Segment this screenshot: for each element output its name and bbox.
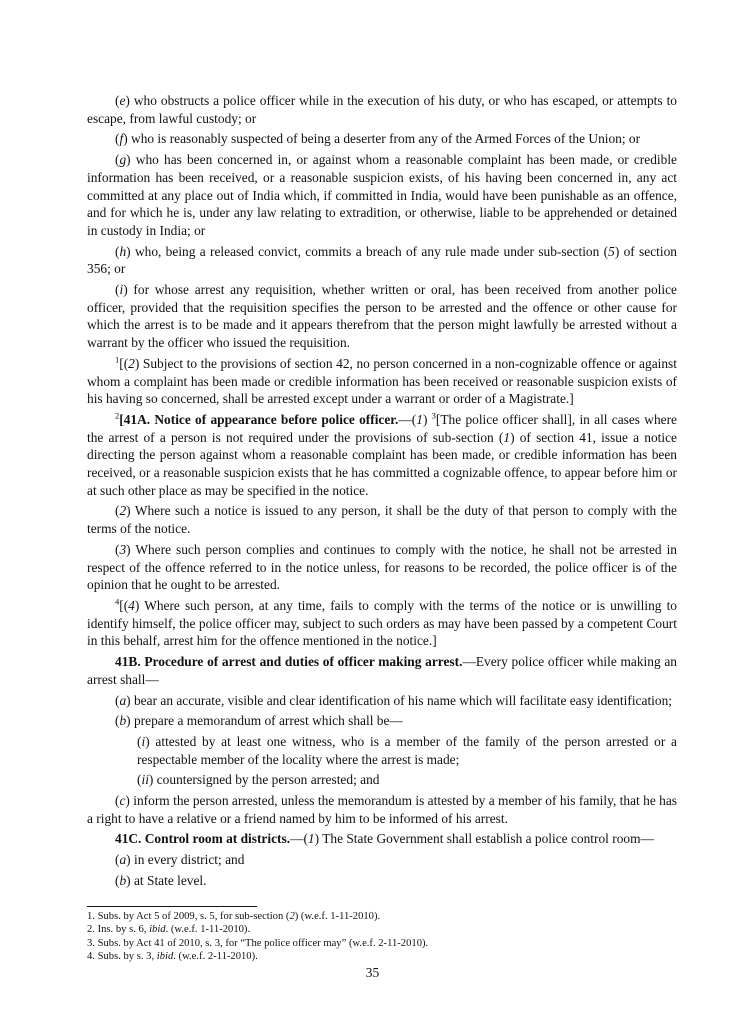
footnote-ref: 1 (115, 354, 120, 365)
clause-e: (e) who obstructs a police officer while in the execution of his duty, or who has escaped, or attempts to escape, from lawful custody; or (87, 93, 677, 126)
clause-i: (i) for whose arrest any requisition, whether written or oral, has been received from another police officer, provided that the requisition specifies the person to be arrested and the offence or other cause for which the arrest is to be made and it appears therefrom that the person might lawfully be arrested without a warrant by the officer who issued the requisition. (87, 282, 677, 351)
document-body (87, 92, 677, 893)
section-41b: 41B. Procedure of arrest and duties of officer making arrest.—Every police officer while making an arrest shall— (87, 654, 678, 687)
footnote-3: 3. Subs. by Act 41 of 2010, s. 3, for “The police officer may” (w.e.f. 2-11-2010). (87, 937, 429, 949)
footnote-2: 2. Ins. by s. 6, ibid. (w.e.f. 1-11-2010). (87, 924, 251, 936)
section-41c-clause-b: (b) at State level. (115, 872, 207, 888)
footnotes (87, 910, 677, 963)
clause-h: (h) who, being a released convict, commits a breach of any rule made under sub-section (5) of section 356; or (87, 243, 677, 277)
section-41b-clause-b: (b) prepare a memorandum of arrest which shall be— (115, 713, 403, 729)
section-41c: 41C. Control room at districts.—(1) The State Government shall establish a police control room— (115, 831, 654, 847)
footnote-divider (87, 906, 257, 907)
section-41b-clause-c: (c) inform the person arrested, unless the memorandum is attested by a member of his family, that he has a right to have a relative or a friend named by him to be informed of his arrest. (87, 793, 677, 826)
sub-section-2: $^1$[(2) Subject to the provisions of section 42, no person concerned in a non-cognizable offence or against whom a complaint has been made or credible information has been received or reasonable suspicion exists of his having so concerned, shall be arrested except under a warrant or order of a Magistrate.] (87, 354, 677, 407)
footnote-4: 4. Subs. by s. 3, ibid. (w.e.f. 2-11-2010). (87, 950, 258, 962)
footnote-1: 1. Subs. by Act 5 of 2009, s. 5, for sub-section (2) (w.e.f. 1-11-2010). (87, 911, 381, 922)
footnote-ref: 2 (115, 410, 120, 421)
section-41b-heading: 41B. Procedure of arrest and duties of officer making arrest. (115, 654, 463, 670)
footnote-ref: 3 (431, 410, 436, 421)
section-41c-heading: 41C. Control room at districts. (115, 831, 291, 847)
section-41b-clause-a: (a) bear an accurate, visible and clear identification of his name which will facilitate easy identification; (115, 692, 672, 708)
section-41c-clause-a: (a) in every district; and (115, 852, 245, 868)
clause-f: (f) who is reasonably suspected of being a deserter from any of the Armed Forces of the Union; or (115, 131, 641, 147)
section-41a: $^2$[41A. Notice of appearance before police officer.—(1) $^3$[The police officer shall], in all cases where the arrest of a person is not required under the provisions of sub-section (1) of section 41, issue a notice directing the person against whom a reasonable complaint has been made, or credible information has been received, or a reasonable suspicion exists that he has committed a cognizable offence, to appear before him or at such other place as may be specified in the notice. (87, 410, 677, 498)
section-41b-clause-b-i: (i) attested by at least one witness, who is a member of the family of the person arrested or a respectable member of the locality where the arrest is made; (137, 733, 677, 767)
section-41a-heading: [41A. Notice of appearance before police officer. (119, 411, 399, 427)
section-41a-sub-4: $^4$[(4) Where such person, at any time, fails to comply with the terms of the notice or is unwilling to identify himself, the police officer may, subject to such orders as may have been passed by a competent Court in this behalf, arrest him for the offence mentioned in the notice.] (87, 596, 677, 649)
footnote-ref: 4 (115, 596, 120, 607)
section-41a-sub-3: (3) Where such person complies and continues to comply with the notice, he shall not be arrested in respect of the offence referred to in the notice unless, for reasons to be recorded, the police officer is of the opinion that he ought to be arrested. (87, 541, 677, 593)
page-number: 35 (365, 965, 380, 980)
clause-g: (g) who has been concerned in, or against whom a reasonable complaint has been made, or credible information has been received, or a reasonable suspicion exists, of his having been concerned in, any act committed at any place out of India which, if committed in India, would have been punishable as an offence, and for which he is, under any law relating to extradition, or otherwise, liable to be apprehended or detained in custody in India; or (87, 152, 677, 238)
section-41a-sub-2: (2) Where such a notice is issued to any person, it shall be the duty of that person to comply with the terms of the notice. (87, 503, 677, 537)
section-41b-clause-b-ii: (ii) countersigned by the person arrested; and (137, 772, 380, 788)
